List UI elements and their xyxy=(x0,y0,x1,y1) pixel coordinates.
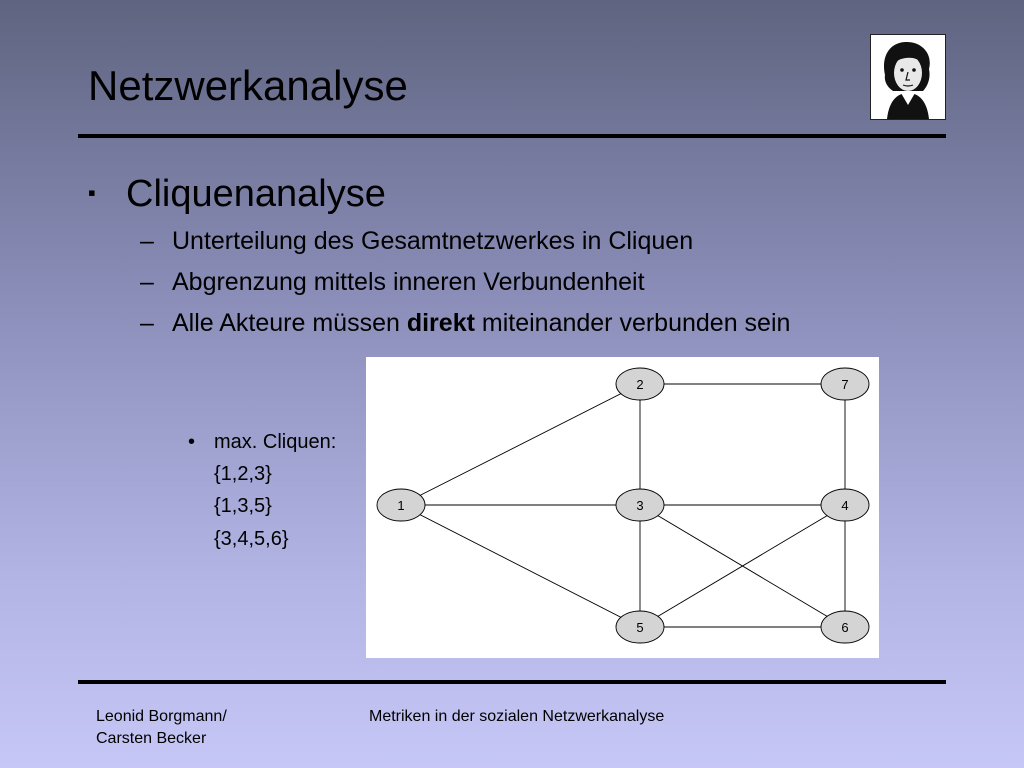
graph-edge-1-5 xyxy=(401,505,640,627)
graph-node-2 xyxy=(616,368,664,400)
square-bullet-icon: ▪ xyxy=(88,180,96,205)
graph-node-1 xyxy=(377,489,425,521)
footer-author-line: Leonid Borgmann/ xyxy=(96,708,227,725)
graph-node-label: 2 xyxy=(636,377,644,392)
graph-node-4 xyxy=(821,489,869,521)
slide-title: Netzwerkanalyse xyxy=(88,62,408,109)
bullet-main xyxy=(88,173,386,214)
footer-author-line: Carsten Becker xyxy=(96,730,207,747)
dash-bullet-icon: – xyxy=(140,268,154,296)
portrait-logo xyxy=(870,34,946,120)
graph-node-5 xyxy=(616,611,664,643)
clique-item: {3,4,5,6} xyxy=(214,528,289,550)
sub-point-text: Unterteilung des Gesamtnetzwerkes in Cliquen xyxy=(172,227,694,255)
network-graph xyxy=(366,357,879,658)
footer-divider xyxy=(78,680,946,684)
emphasis-text: direkt xyxy=(406,309,475,337)
graph-node-label: 1 xyxy=(397,498,405,513)
graph-node-label: 3 xyxy=(636,498,644,513)
sub-point xyxy=(140,267,645,297)
sub-point xyxy=(140,226,693,256)
graph-node-label: 6 xyxy=(841,620,849,635)
graph-node-3 xyxy=(616,489,664,521)
graph-node-6 xyxy=(821,611,869,643)
graph-node-label: 7 xyxy=(841,377,849,392)
graph-node-label: 5 xyxy=(636,620,644,635)
clique-item: {1,2,3} xyxy=(214,463,272,485)
graph-nodes xyxy=(377,368,869,643)
graph-node-label: 4 xyxy=(841,498,849,513)
graph-node-7 xyxy=(821,368,869,400)
cliques-label xyxy=(188,430,336,454)
sub-point-text: Alle Akteure müssen xyxy=(172,309,407,337)
clique-item: {1,3,5} xyxy=(214,495,272,517)
sub-point xyxy=(140,308,790,338)
sub-point-text: miteinander verbunden sein xyxy=(474,309,791,337)
cliques-label-text: max. Cliquen: xyxy=(214,431,337,453)
footer-course: Metriken in der sozialen Netzwerkanalyse xyxy=(369,708,665,725)
dash-bullet-icon: – xyxy=(140,309,154,337)
sub-point-text: Abgrenzung mittels inneren Verbundenheit xyxy=(172,268,645,296)
dot-bullet-icon: • xyxy=(188,431,196,453)
title-divider xyxy=(78,134,946,138)
dash-bullet-icon: – xyxy=(140,227,154,255)
graph-edge-1-2 xyxy=(401,384,640,505)
footer-authors xyxy=(96,706,227,750)
main-point-text: Cliquenanalyse xyxy=(126,173,386,215)
